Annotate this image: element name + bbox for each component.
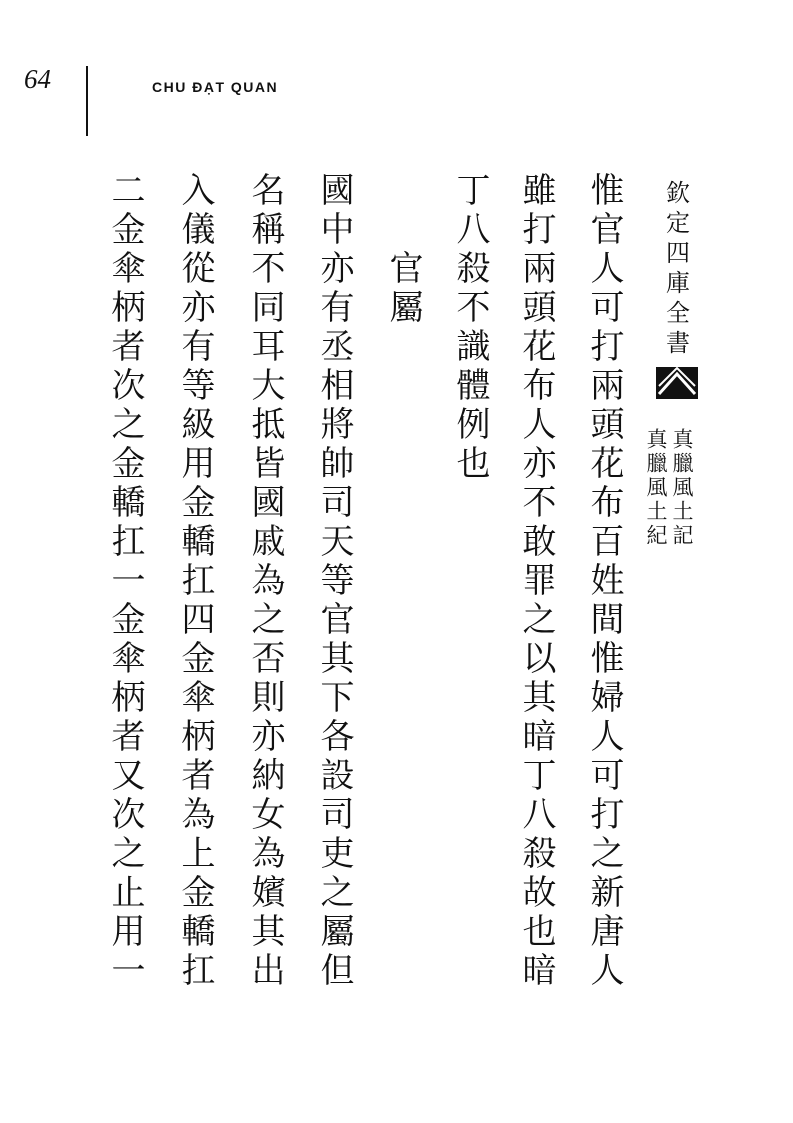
fishtail-emblem-icon bbox=[655, 366, 699, 400]
book-title-line: 真臘風土記 bbox=[670, 428, 694, 548]
running-head: CHU ĐẠT QUAN bbox=[152, 79, 279, 95]
section-heading: 官屬 bbox=[383, 250, 423, 328]
siku-quanshu-title: 欽定四庫全書 bbox=[666, 179, 692, 357]
text-column: 國中亦有丞相將帥司天等官其下各設司吏之屬但 bbox=[314, 172, 354, 991]
header-rule bbox=[86, 66, 88, 136]
text-column: 入儀從亦有等級用金轎扛四金傘柄者為上金轎扛 bbox=[175, 172, 215, 991]
text-column: 二金傘柄者次之金轎扛一金傘柄者又次之止用一 bbox=[105, 172, 145, 991]
text-column: 名稱不同耳大抵皆國戚為之否則亦納女為嬪其出 bbox=[245, 172, 285, 991]
book-title-line: 真臘風土紀 bbox=[644, 428, 668, 548]
text-column: 惟官人可打兩頭花布百姓間惟婦人可打之新唐人 bbox=[584, 172, 624, 991]
page-number: 64 bbox=[24, 64, 51, 94]
text-column: 雖打兩頭花布人亦不敢罪之以其暗丁八殺故也暗 bbox=[516, 172, 556, 991]
text-column: 丁八殺不識體例也 bbox=[450, 172, 490, 484]
